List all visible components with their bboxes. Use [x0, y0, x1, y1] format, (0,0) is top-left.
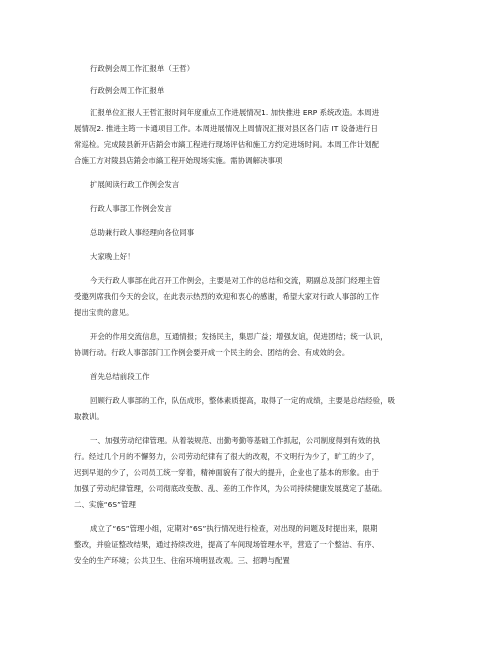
section-heading: 行政人事部工作例会发言: [90, 204, 172, 213]
body-paragraph-line: 取教训。: [74, 412, 104, 421]
greeting-line: 大家晚上好！: [90, 252, 135, 261]
body-paragraph-line: 行。经过几个月的不懈努力，公司劳动纪律有了很大的改观，不文明行为少了，旷工的少了，: [74, 452, 380, 461]
speaker-line: 总助兼行政人事经理向各位同事: [90, 228, 195, 237]
report-paragraph-line: 合施工方对陵县店銷会市縞工程开始现场实施。需协调解决事项: [74, 156, 283, 165]
body-paragraph-line: 迟到早退的少了，公司员工统一穿着，精神面貌有了很大的提升，企业也了基本的形象。由于: [74, 468, 380, 477]
body-paragraph-line: 协调行动。行政人事部部门工作例会要开成一个民主的会、团结的会、有成效的会。: [74, 348, 350, 357]
body-paragraph-line: 开会的作用交流信息，互通情报；发扬民主，集思广益；增强友谊，促进团结；统一认识，: [90, 332, 388, 341]
body-paragraph-line: 整改，并验证整改结果，通过持续改进，提高了车间现场管理水平，营造了一个整洁、有序、: [74, 540, 380, 549]
body-paragraph-line: 加强了劳动纪律管理，公司彻底改变散、乱、差的工作作风，为公司持续健康发展奠定了基础。: [74, 484, 387, 493]
body-paragraph-line: 受邀列席我们今天的会议，在此表示热烈的欢迎和衷心的感谢，希望大家对行政人事部的工作: [74, 292, 380, 301]
report-paragraph-line: 展情况2. 推进主筠一卡通项目工作。本周进展情况上周情况汇报对县区各门店 IT 设备进行日: [74, 124, 378, 133]
body-paragraph-line: 一、加强劳动纪律管理。从着装规范、出勤考勤等基础工作抓起，公司制度得到有效的执: [90, 436, 381, 445]
body-paragraph-line: 提出宝贵的意见。: [74, 308, 134, 317]
body-paragraph-line: 今天行政人事部在此召开工作例会，主要是对工作的总结和交流，期副总及部门经理主管: [90, 276, 381, 285]
body-paragraph-line: 回顾行政人事部的工作，队伍成形，整体素质提高，取得了一定的成绩，主要是总结经验，吸: [90, 396, 396, 405]
document-title: 行政例会周工作汇报单（王哲）: [90, 64, 195, 73]
section-heading: 扩展阅读行政工作例会发言: [90, 180, 180, 189]
body-paragraph-line: 安全的生产环境；公共卫生、住宿环境明显改观。三、招聘与配置: [74, 556, 290, 565]
section-heading: 首先总结前段工作: [90, 372, 150, 381]
report-paragraph-line: 常巡检。完成陵县新开店銷会市縞工程进行现场评估和施工方约定进场时间。本周工作计划配: [74, 140, 380, 149]
body-paragraph-line: 成立了“6S”管理小组，定期对“6S”执行情况进行检查，对出现的问题及时提出来，限期: [90, 524, 378, 533]
document-subtitle: 行政例会周工作汇报单: [90, 86, 165, 95]
section-heading: 二、实施“6S”管理: [74, 500, 136, 509]
report-paragraph-line: 汇报单位汇报人王哲汇报时间年度重点工作进展情况1. 加快推进 ERP 系统改造。本周进: [90, 108, 380, 117]
